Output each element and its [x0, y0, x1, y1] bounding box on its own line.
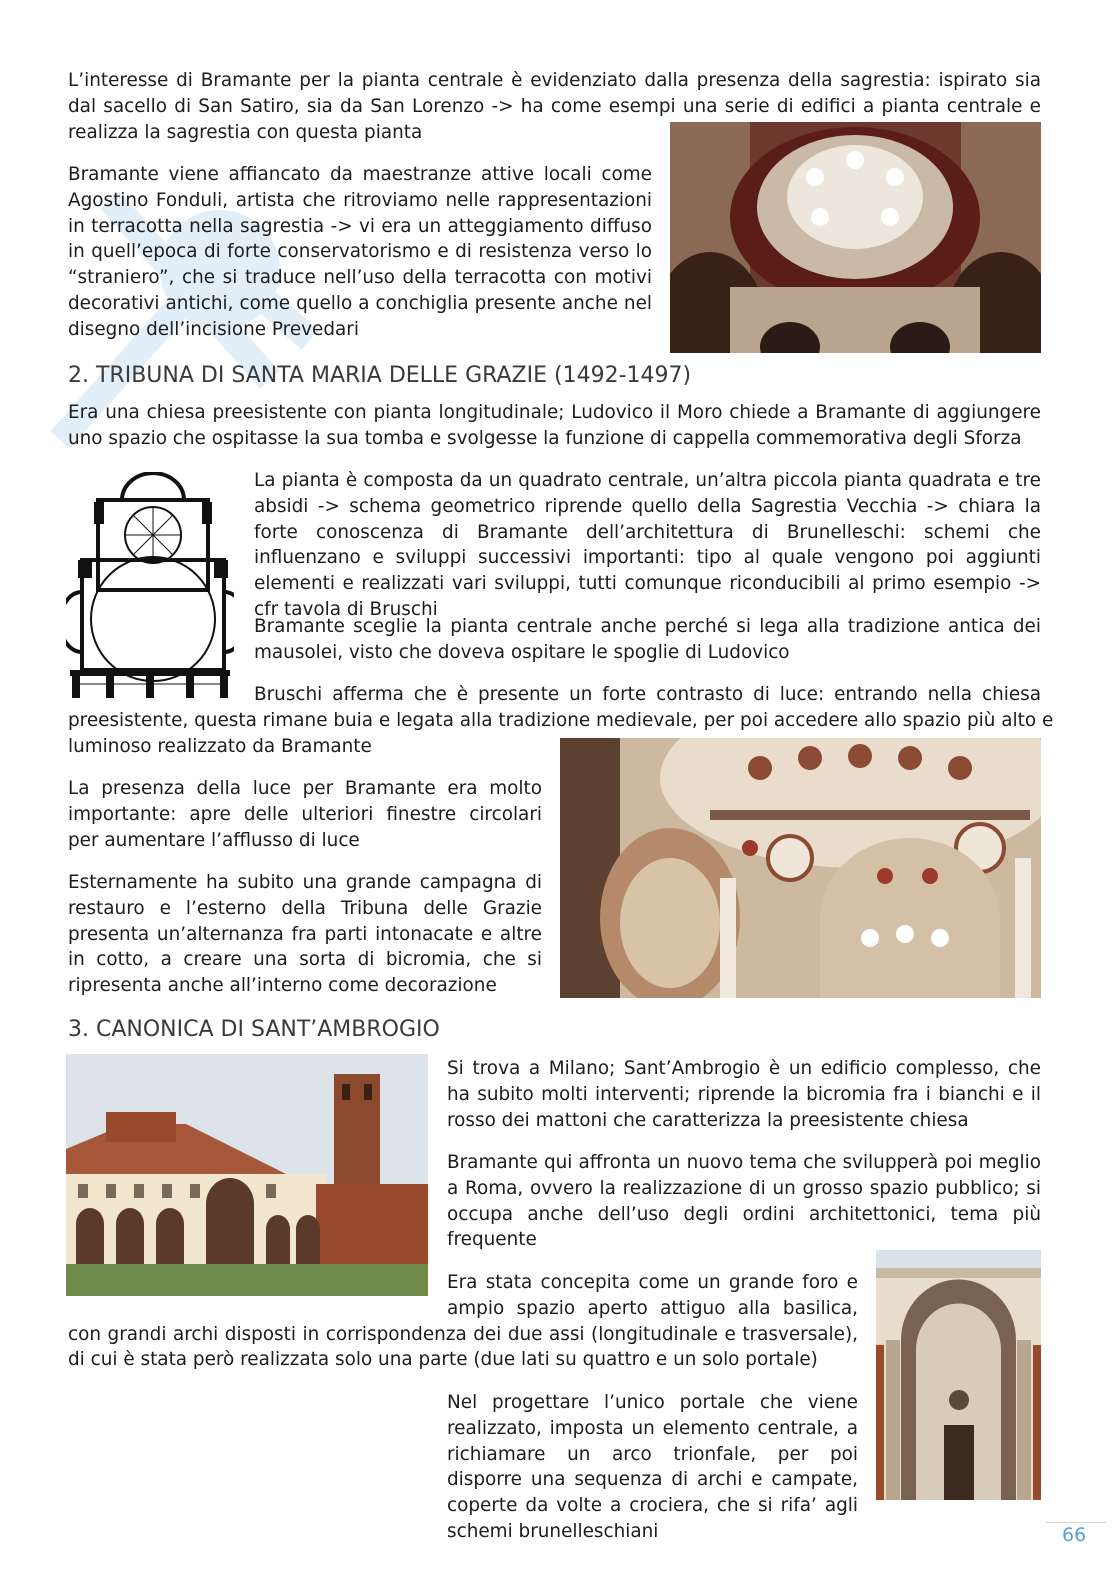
- canonica-portal-photo: [876, 1250, 1041, 1500]
- canonica-paragraph-3: Era stata concepita come un grande foro e ampio spazio aperto attiguo alla basilica, con grandi archi disposti in corrispondenza dei due assi (longitudinale e trasversale), di cui è stata però realizzata solo una parte (due lati su quattro e un solo portale): [68, 1272, 858, 1371]
- tribuna-paragraph-4-rest: preesistente, questa rimane buia e legata alla tradizione medievale, per poi accedere allo spazio più alto e luminoso realizzato da Bramante: [68, 710, 1054, 757]
- tribuna-paragraph-3: Bramante sceglie la pianta centrale anche perché si lega alla tradizione antica dei mausolei, visto che doveva ospitare le spoglie di Ludovico: [254, 616, 1041, 663]
- tribuna-interior-photo: [560, 738, 1041, 998]
- tribuna-paragraph-6: Esternamente ha subito una grande campagna di restauro e l’esterno della Tribuna delle Grazie presenta un’alternanza fra parti intonacate e altre in cotto, a creare una sorta di bicromia, che si ripresenta anche all’interno come decorazione: [68, 872, 542, 997]
- canonica-paragraph-3-lead: [68, 1270, 858, 1373]
- tribuna-paragraph-5: La presenza della luce per Bramante era molto importante: apre delle ulteriori finestre circolari per aumentare l’afflusso di luce: [68, 778, 542, 851]
- tribuna-paragraph-2: La pianta è composta da un quadrato centrale, un’altra piccola pianta quadrata e tre absidi -> schema geometrico riprende quello della Sagrestia Vecchia -> chiara la forte conoscenza di Bramante dell’architettura di Brunelleschi: schemi che influenzano e sviluppi successivi importanti: tipo al quale vengono poi aggiunti elementi e realizzati vari sviluppi, tutti comunque riconducibili al primo esempio -> cfr tavola di Bruschi: [254, 470, 1041, 620]
- footer-rule: [1046, 1522, 1106, 1523]
- tribuna-paragraph-1: Era una chiesa preesistente con pianta longitudinale; Ludovico il Moro chiede a Bramante di aggiungere uno spazio che ospitasse la sua tomba e svolgesse la funzione di cappella commemorativa degli Sforza: [68, 402, 1041, 449]
- section-heading-canonica: 3. CANONICA DI SANT’AMBROGIO: [68, 1017, 440, 1042]
- canonica-paragraph-2: Bramante qui affronta un nuovo tema che svilupperà poi meglio a Roma, ovvero la realizzazione di un grosso spazio pubblico; si occupa anche dell’uso degli ordini architettonici, tema più frequente: [447, 1152, 1041, 1251]
- tribuna-floor-plan: [66, 472, 234, 700]
- canonica-paragraph-4: Nel progettare l’unico portale che viene realizzato, imposta un elemento centrale, a richiamare un arco trionfale, per poi disporre una sequenza di archi e campate, coperte da volte a crociera, che si rifa’ agli schemi brunelleschiani: [447, 1392, 858, 1542]
- canonica-exterior-photo: [66, 1054, 428, 1296]
- sagrestia-dome-photo: [670, 122, 1041, 353]
- canonica-paragraph-1: Si trova a Milano; Sant’Ambrogio è un edificio complesso, che ha subito molti interventi; riprende la bicromia fra i bianchi e il rosso dei mattoni che caratterizza la preesistente chiesa: [447, 1058, 1041, 1131]
- intro-paragraph-1: L’interesse di Bramante per la pianta centrale è evidenziato dalla presenza della sagrestia: ispirato sia dal sacello di San Satiro, sia da San Lorenzo -> ha come esempi una serie di edifici a pianta centrale e realizza la sagrestia con questa pianta: [68, 70, 1041, 143]
- page-number: 66: [1062, 1524, 1087, 1546]
- intro-paragraph-2: Bramante viene affiancato da maestranze attive locali come Agostino Fonduli, artista che ritroviamo nelle rappresentazioni in terracotta nella sagrestia -> vi era un atteggiamento diffuso in quell’epoca di forte conservatorismo e di resistenza verso lo “straniero”, che si traduce nell’uso della terracotta con motivi decorativi antichi, come quello a conchiglia presente anche nel disegno dell’incisione Prevedari: [68, 164, 652, 340]
- section-heading-tribuna: 2. TRIBUNA DI SANTA MARIA DELLE GRAZIE (1492-1497): [68, 363, 692, 388]
- tribuna-paragraph-4-lead: Bruschi afferma che è presente un forte contrasto di luce: entrando nella chiesa: [254, 684, 1041, 705]
